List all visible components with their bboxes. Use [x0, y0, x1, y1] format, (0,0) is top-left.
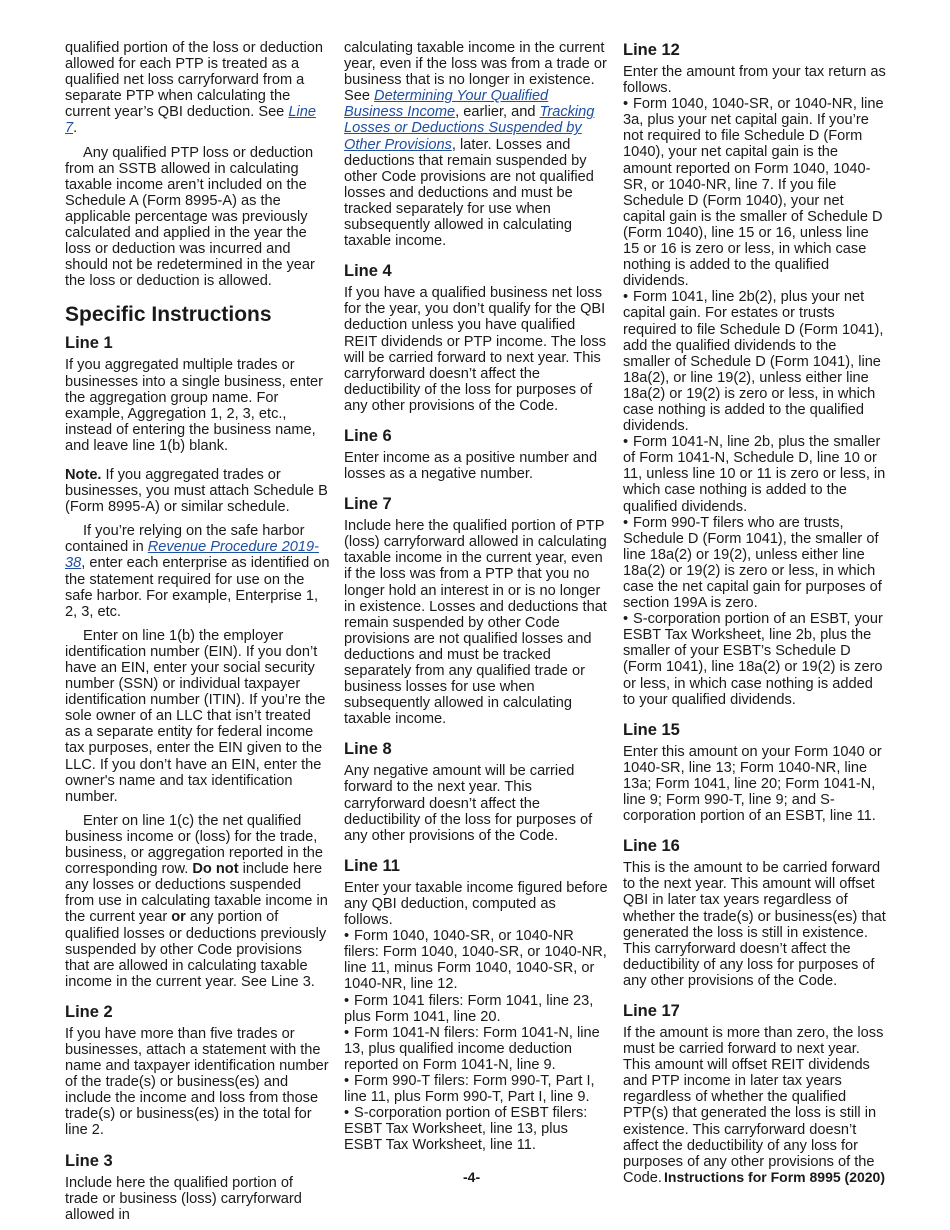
note-label: Note. — [65, 466, 102, 483]
heading-line-15: Line 15 — [623, 720, 680, 739]
list-item: • Form 1041 filers: Form 1041, line 23, plus Form 1041, line 20. — [344, 992, 594, 1025]
link-line-7[interactable]: Line 7 — [65, 104, 316, 137]
list-item: • Form 990-T filers who are trusts, Schedule D (Form 1041), the smaller of line 18a(2) or 19(2), unless either line 18a(2) or 19(2) is zero or less, in which case the net capital gain for purposes of section 199A is zero. — [623, 514, 882, 612]
heading-specific-instructions: Specific Instructions — [65, 303, 272, 327]
column-1 — [65, 40, 330, 1223]
heading-line-8: Line 8 — [344, 740, 392, 759]
footer-title: Instructions for Form 8995 (2020) — [664, 1169, 885, 1185]
paragraph-line-2: If you have more than five trades or businesses, attach a statement with the name and taxpayer identification number of the trade(s) or business(es) and include the income and loss from those trade(s) or business(es) in the total for line 2. — [65, 1025, 329, 1139]
link-tracking-losses[interactable]: Tracking Losses or Deductions Suspended by Other Provisions — [344, 104, 595, 153]
paragraph-line-1: If you aggregated multiple trades or businesses into a single business, enter the aggregation group name. For example, Aggregation 1, 2, 3, etc., instead of entering the business name, and leave line 1(b) blank. — [65, 357, 323, 454]
paragraph-line-6: Enter income as a positive number and losses as a negative number. — [344, 449, 598, 483]
paragraph-ptp-carryforward: qualified portion of the loss or deduction allowed for each PTP is treated as a qualified net loss carryforward from a separate PTP when calculating the current year’s QBI deduction. See Line 7. — [65, 40, 323, 137]
list-item: • Form 990-T filers: Form 990-T, Part I, line 11, plus Form 990-T, Part I, line 9. — [344, 1072, 595, 1106]
list-item: • Form 1040, 1040-SR, or 1040-NR filers: Form 1040, 1040-SR, or 1040-NR, line 11, minus Form 1040, 1040-SR, or 1040-NR, line 12. — [344, 928, 607, 993]
list-item: • Form 1041, line 2b(2), plus your net capital gain. For estates or trusts required to file Schedule D (Form 1041), add the qualified dividends to the smaller of Schedule D (Form 1041), line 18a(2), or line 19(2), unless either line 18a(2) or 19(2) is zero or less, in which case nothing is added to the qualified dividends. — [623, 289, 884, 435]
heading-line-11: Line 11 — [344, 856, 400, 875]
list-item: • Form 1041-N, line 2b, plus the smaller of Form 1041-N, Schedule D, line 10 or 11, unless line 10 or 11 is zero or less, in which case nothing is added to the qualified dividends. — [623, 434, 886, 515]
paragraph-line-1c: Enter on line 1(c) the net qualified business income or (loss) for the trade, business, or aggregation reported in the corresponding row. Do not include here any losses or deductions suspended from use in calculating taxable income in the current year or any portion of qualified losses or deductions previously suspended by other Code provisions that are allowed in calculating taxable income in the current year. See Line 3. — [65, 812, 328, 990]
heading-line-12: Line 12 — [623, 41, 680, 59]
heading-line-1: Line 1 — [65, 334, 113, 353]
paragraph-note: Note. If you aggregated trades or businesses, you must attach Schedule B (Form 8995-A) or similar schedule. — [65, 466, 328, 516]
paragraph-ein: Enter on line 1(b) the employer identification number (EIN). If you don’t have an EIN, enter your social security number (SSN) or individual taxpayer identification number (ITIN). If you’re the sole owner of an LLC that isn’t treated as a separate entity for federal income tax purposes, enter the EIN given to the LLC. If you don’t have an EIN, enter the owner's name and tax identification number. — [65, 627, 326, 805]
paragraph-line-16: This is the amount to be carried forward to the next year. This amount will offset QBI in later tax years regardless of whether the trade(s) or business(es) that generated the loss is still in existence. This carryforward doesn’t affect the deductibility of any loss for purposes of any other provisions of the Code. — [623, 860, 886, 989]
paragraph-line-7: Include here the qualified portion of PTP (loss) carryforward allowed in calculating taxable income in the current year, even if the loss was from a PTP that you no longer hold an interest in or is no longer in existence. Losses and deductions that remain suspended by other Code provisions are not qualified losses and deductions and must be tracked separately from any qualified trade or business losses for use when subsequently allowed in calculating taxable income. — [344, 518, 607, 728]
paragraph-line-4: If you have a qualified business net loss for the year, you don’t qualify for the QBI deduction unless you have qualified REIT dividends or PTP income. The loss will be carried forward to next year. This carryforward doesn’t affect the deductibility of the loss for purposes of any other provisions of the Code. — [344, 285, 606, 414]
paragraph-line-8: Any negative amount will be carried forward to the next year. This carryforward doesn’t affect the deductibility of the loss for purposes of any other provisions of the Code. — [344, 763, 593, 844]
paragraph-line-3-cont: calculating taxable income in the current year, even if the loss was from a trade or business that is no longer in existence. See Determining Your Qualified Business Income, earlier, and Tracking Losses or Deductions Suspended by Other Provisions, later. Losses and deductions that remain suspended by other Code provisions are not qualified losses and deductions and must be tracked separately for use when subsequently allowed in calculating taxable income. — [344, 40, 607, 250]
paragraph-sstb: Any qualified PTP loss or deduction from an SSTB allowed in calculating taxable income aren’t included on the Schedule A (Form 8995-A) as the applicable percentage was previously calculated and applied in the year the loss or deduction was incurred and should not be redetermined in the year the loss or deduction is allowed. — [65, 144, 315, 290]
heading-line-17: Line 17 — [623, 1001, 680, 1020]
link-revenue-procedure[interactable]: Revenue Procedure 2019-38 — [65, 539, 319, 572]
paragraph-line-11: Enter your taxable income figured before any QBI deduction, computed as follows. — [344, 879, 608, 929]
list-item: • S-corporation portion of an ESBT, your ESBT Tax Worksheet, line 2b, plus the smaller of your ESBT’s Schedule D (Form 1041), line 18a(2) or 19(2) is zero or less, in which case nothing is added to your qualified dividends. — [623, 611, 883, 708]
column-3 — [623, 40, 887, 1186]
list-item: • S-corporation portion of ESBT filers: ESBT Tax Worksheet, line 13, plus ESBT Tax Worksheet, line 11. — [344, 1105, 588, 1154]
heading-line-6: Line 6 — [344, 426, 392, 445]
list-item: • Form 1041-N filers: Form 1041-N, line 13, plus qualified income deduction reported on Form 1041-N, line 9. — [344, 1024, 600, 1073]
column-2 — [344, 40, 608, 1153]
paragraph-line-17: If the amount is more than zero, the loss must be carried forward to next year. This amount will offset REIT dividends and PTP income in later tax years regardless of whether the qualified PTP(s) that generated the loss is still in existence. This carryforward doesn’t affect the deductibility of any loss for purposes of any other provisions of the Code. — [623, 1024, 884, 1186]
heading-line-16: Line 16 — [623, 837, 680, 856]
paragraph-line-3: Include here the qualified portion of trade or business (loss) carryforward allowed in — [65, 1174, 302, 1223]
list-item: • Form 1040, 1040-SR, or 1040-NR, line 3a, plus your net capital gain. If you’re not required to file Schedule D (Form 1040), your net capital gain is the amount reported on Form 1040, 1040-SR, or 1040-NR, line 7. If you file Schedule D (Form 1040), your net capital gain is the smaller of Schedule D (Form 1040), line 15 or 16, unless line 15 or 16 is zero or less, in which case nothing is added to the qualified dividends. — [623, 96, 884, 290]
link-determining-qbi[interactable]: Determining Your Qualified Business Income — [344, 88, 549, 121]
heading-line-4: Line 4 — [344, 262, 392, 281]
paragraph-line-15: Enter this amount on your Form 1040 or 1040-SR, line 13; Form 1040-NR, line 13a; Form 1041, line 20; Form 1041-N, line 9; Form 990-T, line 9; and S-corporation portion of an ESBT, line 11. — [623, 743, 882, 825]
paragraph-safe-harbor: If you’re relying on the safe harbor contained in Revenue Procedure 2019-38, enter each enterprise as identified on the statement required for use on the safe harbor. For example, Enterprise 1, 2, 3, etc. — [65, 523, 330, 620]
heading-line-7: Line 7 — [344, 495, 392, 514]
paragraph-line-12: Enter the amount from your tax return as follows. — [623, 64, 886, 97]
heading-line-3: Line 3 — [65, 1151, 113, 1170]
heading-line-2: Line 2 — [65, 1002, 113, 1021]
page-number: -4- — [463, 1169, 481, 1185]
